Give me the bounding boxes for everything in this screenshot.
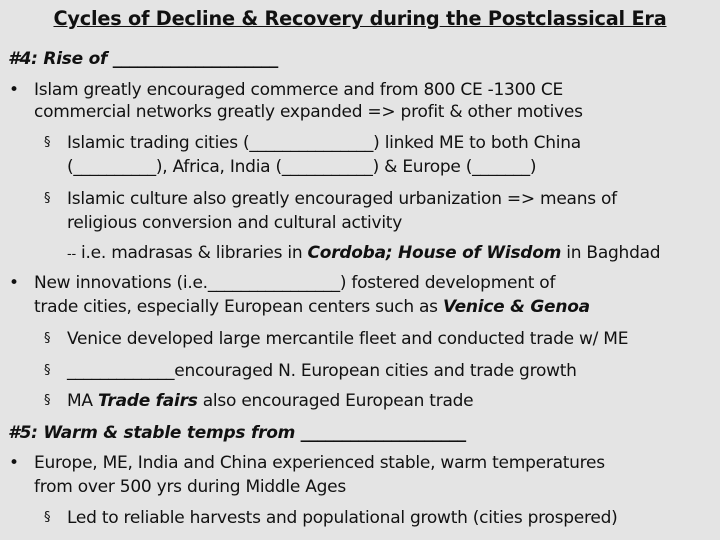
dash-text-places: Cordoba; House of Wisdom bbox=[307, 243, 562, 263]
square-bullet-marker: § bbox=[44, 393, 51, 408]
sub-bullet-trading-cities: Islamic trading cities (_______________) linked ME to both China bbox=[67, 133, 581, 153]
sub-bullet-harvests: Led to reliable harvests and populational growth (cities prospered) bbox=[67, 508, 618, 528]
dash-marker: -- bbox=[67, 247, 76, 262]
square-bullet-marker: § bbox=[44, 191, 51, 206]
square-bullet-marker: § bbox=[44, 363, 51, 378]
bullet-new-innovations-cont bbox=[34, 297, 590, 317]
bullet-islam-commerce: Islam greatly encouraged commerce and from 800 CE -1300 CE bbox=[34, 80, 564, 100]
square-bullet-marker: § bbox=[44, 510, 51, 525]
bullet-stable-temperatures: Europe, ME, India and China experienced stable, warm temperatures bbox=[34, 453, 605, 473]
bullet-marker: • bbox=[9, 273, 20, 293]
sub-bullet-trading-cities-cont: (__________), Africa, India (___________) & Europe (_______) bbox=[67, 157, 537, 177]
heading-rise-of: #4: Rise of ____________________ bbox=[8, 49, 278, 69]
bullet-marker: • bbox=[9, 80, 20, 100]
bullet-islam-commerce-cont: commercial networks greatly expanded => profit & other motives bbox=[34, 102, 583, 122]
bullet-marker: • bbox=[9, 453, 20, 473]
dash-text-a: i.e. madrasas & libraries in bbox=[75, 243, 308, 263]
slide-title: Cycles of Decline & Recovery during the Postclassical Era bbox=[53, 7, 667, 30]
bullet-new-innovations: New innovations (i.e.________________) fostered development of bbox=[34, 273, 556, 293]
trade-fairs-prefix: MA bbox=[67, 391, 98, 411]
bullet-stable-temperatures-cont: from over 500 yrs during Middle Ages bbox=[34, 477, 346, 497]
sub-bullet-n-european: _____________encouraged N. European cities and trade growth bbox=[67, 361, 577, 381]
trade-fairs-suffix: also encouraged European trade bbox=[197, 391, 474, 411]
dash-item-madrasas bbox=[67, 243, 660, 265]
sub-bullet-urbanization-cont: religious conversion and cultural activity bbox=[67, 213, 403, 233]
sub-bullet-urbanization: Islamic culture also greatly encouraged urbanization => means of bbox=[67, 189, 617, 209]
sub-bullet-venice: Venice developed large mercantile fleet and conducted trade w/ ME bbox=[67, 329, 629, 349]
sub-bullet-trade-fairs bbox=[67, 391, 473, 411]
heading-warm-temps: #5: Warm & stable temps from ____________________ bbox=[8, 423, 466, 443]
trade-fairs-term: Trade fairs bbox=[97, 391, 198, 411]
square-bullet-marker: § bbox=[44, 331, 51, 346]
square-bullet-marker: § bbox=[44, 135, 51, 150]
dash-text-c: in Baghdad bbox=[561, 243, 661, 263]
innovations-cities: Venice & Genoa bbox=[442, 297, 590, 317]
innovations-text: trade cities, especially European centers such as bbox=[34, 297, 443, 317]
